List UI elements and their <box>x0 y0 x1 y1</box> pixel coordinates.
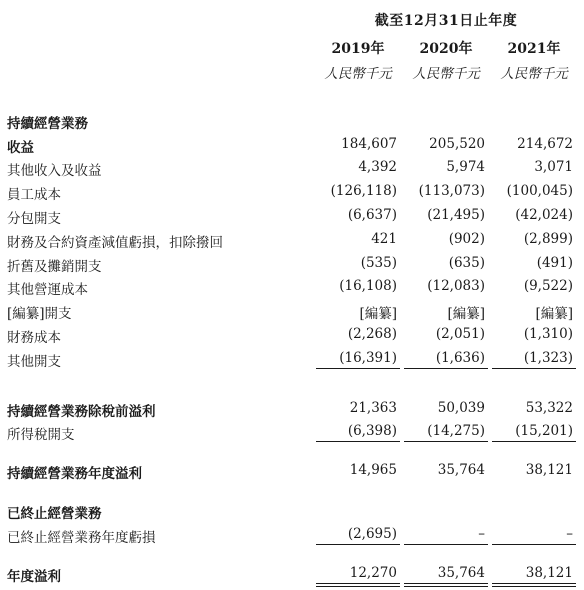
row-value-2019: (16,391) <box>339 350 397 366</box>
double-underline <box>404 586 488 587</box>
row-value-2020: (113,073) <box>418 183 485 199</box>
row-value-2020: 35,764 <box>437 565 485 581</box>
row-subcontracting-expenses <box>0 205 584 227</box>
row-value-2021: – <box>566 526 573 542</box>
row-value-2019: (535) <box>360 255 397 271</box>
row-label: 折舊及攤銷開支 <box>7 259 102 275</box>
row-impairment-losses <box>0 229 584 251</box>
row-value-2021: (1,310) <box>523 326 573 342</box>
row-label: 財務及合約資產減值虧損，扣除撥回 <box>7 235 223 251</box>
row-revenue <box>0 134 584 156</box>
row-value-2020: (14,275) <box>427 423 485 439</box>
row-value-2021: 3,071 <box>534 159 573 175</box>
row-finance-costs <box>0 324 584 346</box>
row-value-2021: (9,522) <box>523 278 573 294</box>
section-continuing-operations <box>0 110 584 132</box>
row-value-2019: 4,392 <box>358 159 397 175</box>
row-value-2019: (2,268) <box>347 326 397 342</box>
subtotal-underline <box>316 441 400 442</box>
row-value-2020: (2,051) <box>435 326 485 342</box>
row-loss-discontinued <box>0 524 584 546</box>
row-value-2019: (16,108) <box>339 278 397 294</box>
row-value-2019: 21,363 <box>349 400 397 416</box>
row-value-2021: 38,121 <box>525 565 573 581</box>
row-label: 員工成本 <box>7 187 61 203</box>
row-label: [編纂]開支 <box>7 306 72 322</box>
subtotal-underline <box>492 441 576 442</box>
row-staff-costs <box>0 181 584 203</box>
subtotal-underline <box>492 368 576 369</box>
column-unit-2021: 人民幣千元 <box>500 66 568 82</box>
row-profit-before-tax <box>0 398 584 420</box>
column-unit-2020: 人民幣千元 <box>412 66 480 82</box>
row-listing-expenses <box>0 300 584 322</box>
double-underline <box>404 583 488 584</box>
row-value-2021: (42,024) <box>515 207 573 223</box>
row-label: 其他營運成本 <box>7 282 88 298</box>
row-label: 持續經營業務除稅前溢利 <box>7 404 156 420</box>
subtotal-underline <box>404 368 488 369</box>
row-value-2020: (902) <box>448 231 485 247</box>
row-label: 其他開支 <box>7 354 61 370</box>
double-underline <box>492 586 576 587</box>
row-label: 已終止經營業務年度虧損 <box>7 530 156 546</box>
column-header-year-2021: 2021年 <box>507 41 561 57</box>
row-other-income <box>0 157 584 179</box>
row-label: 年度溢利 <box>7 569 61 585</box>
row-value-2021: (491) <box>536 255 573 271</box>
row-value-2021: (1,323) <box>523 350 573 366</box>
row-value-2020: (635) <box>448 255 485 271</box>
row-label: 收益 <box>7 140 34 156</box>
row-value-2019: 421 <box>371 231 397 247</box>
row-value-2019: 14,965 <box>349 462 397 478</box>
row-value-2019: (126,118) <box>330 183 397 199</box>
row-value-2020: (12,083) <box>427 278 485 294</box>
row-value-2021: (100,045) <box>506 183 573 199</box>
column-header-year-2019: 2019年 <box>331 41 385 57</box>
row-income-tax <box>0 421 584 443</box>
row-value-2021: 53,322 <box>525 400 573 416</box>
row-value-2021: 214,672 <box>517 136 573 152</box>
row-label: 其他收入及收益 <box>7 163 102 179</box>
row-other-expenses <box>0 348 584 370</box>
row-label: 財務成本 <box>7 330 61 346</box>
row-value-2020: – <box>478 526 485 542</box>
row-value-2021: (15,201) <box>515 423 573 439</box>
subtotal-underline <box>404 441 488 442</box>
row-profit-for-year <box>0 563 584 585</box>
section-discontinued-operations <box>0 500 584 522</box>
row-value-2020: 35,764 <box>437 462 485 478</box>
row-value-2021: [編纂] <box>535 306 573 322</box>
subtotal-underline <box>492 544 576 545</box>
row-label: 所得稅開支 <box>7 427 75 443</box>
row-label: 持續經營業務 <box>7 116 88 132</box>
row-depreciation-amortisation <box>0 253 584 275</box>
row-other-operating-costs <box>0 276 584 298</box>
row-value-2019: (6,637) <box>347 207 397 223</box>
row-value-2019: [編纂] <box>359 306 397 322</box>
row-value-2019: 12,270 <box>349 565 397 581</box>
column-header-year-2020: 2020年 <box>419 41 473 57</box>
row-value-2020: 5,974 <box>446 159 485 175</box>
row-label: 已終止經營業務 <box>7 506 102 522</box>
row-value-2019: 184,607 <box>341 136 397 152</box>
subtotal-underline <box>404 544 488 545</box>
row-value-2019: (6,398) <box>347 423 397 439</box>
double-underline <box>492 583 576 584</box>
row-label: 持續經營業務年度溢利 <box>7 466 142 482</box>
double-underline <box>316 583 400 584</box>
column-header-period: 截至12月31日止年度 <box>374 13 518 29</box>
subtotal-underline <box>316 544 400 545</box>
subtotal-underline <box>316 368 400 369</box>
row-label: 分包開支 <box>7 211 61 227</box>
row-value-2019: (2,695) <box>347 526 397 542</box>
column-unit-2019: 人民幣千元 <box>324 66 392 82</box>
row-value-2020: (21,495) <box>427 207 485 223</box>
row-value-2021: 38,121 <box>525 462 573 478</box>
double-underline <box>316 586 400 587</box>
row-value-2021: (2,899) <box>523 231 573 247</box>
row-profit-continuing <box>0 460 584 482</box>
row-value-2020: 205,520 <box>429 136 485 152</box>
row-value-2020: 50,039 <box>437 400 485 416</box>
row-value-2020: (1,636) <box>435 350 485 366</box>
row-value-2020: [編纂] <box>447 306 485 322</box>
